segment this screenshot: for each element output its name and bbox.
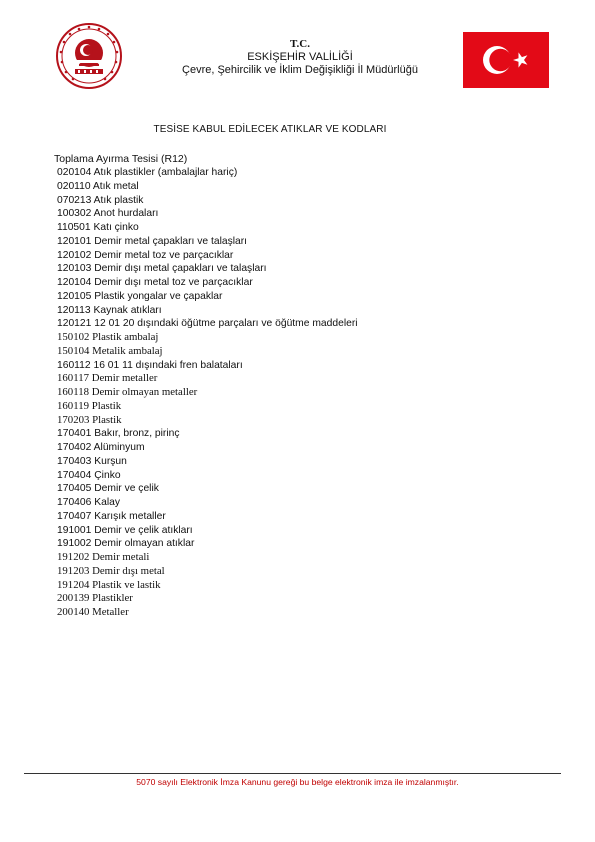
waste-name: Demir olmayan metaller [91, 386, 198, 398]
footer-divider [24, 773, 561, 774]
waste-name: Atık plastik [93, 194, 144, 206]
waste-code: 191002 [57, 538, 92, 550]
waste-code: 150102 [57, 331, 90, 343]
waste-code-row [57, 317, 358, 331]
waste-code-row [57, 537, 358, 551]
waste-code-row [57, 262, 358, 276]
waste-name: Kurşun [94, 455, 127, 467]
waste-name: 16 01 11 dışındaki fren balataları [93, 359, 243, 371]
waste-code-row [57, 551, 358, 565]
ministry-seal-icon [55, 22, 123, 90]
waste-code-list [57, 166, 358, 620]
turkish-flag-icon [463, 32, 549, 88]
waste-code-row [57, 249, 358, 263]
waste-code: 170402 [57, 442, 92, 453]
waste-name: Kaynak atıkları [93, 304, 162, 316]
waste-code-row [57, 455, 358, 469]
waste-code: 120103 [57, 263, 92, 275]
waste-code-row [57, 579, 358, 593]
waste-name: Plastik yongalar ve çapaklar [94, 290, 223, 302]
waste-code: 150104 [57, 344, 90, 357]
waste-code: 110501 [57, 222, 91, 233]
waste-code: 170401 [57, 428, 92, 440]
waste-code: 170405 [57, 483, 92, 495]
waste-name: Demir metaller [91, 372, 158, 385]
waste-code: 170404 [57, 469, 92, 481]
waste-code: 020110 [57, 180, 91, 192]
waste-name: Atık metal [92, 180, 139, 192]
waste-name: Karışık metaller [94, 510, 166, 522]
waste-code-row [57, 565, 358, 579]
waste-code-row [57, 524, 358, 538]
waste-name: 12 01 20 dışındaki öğütme parçaları ve öğütme maddeleri [94, 318, 358, 330]
waste-code: 120101 [57, 235, 92, 247]
waste-code: 170406 [57, 497, 92, 508]
waste-code: 160119 [57, 399, 89, 412]
waste-name: Metalik ambalaj [92, 344, 163, 357]
waste-code: 120105 [57, 290, 92, 302]
waste-name: Demir metal toz ve parçacıklar [94, 249, 234, 261]
waste-name: Plastik ambalaj [92, 331, 159, 343]
waste-name: Plastik [91, 399, 122, 412]
waste-code: 100302 [57, 208, 92, 220]
waste-code: 160117 [57, 372, 89, 385]
waste-code-row [57, 414, 358, 428]
waste-code-row [57, 194, 358, 208]
waste-code-row [57, 510, 358, 524]
waste-code-row [57, 386, 358, 400]
waste-code-row [57, 606, 358, 620]
state-abbreviation: T.C. [290, 38, 310, 50]
waste-name: Demir olmayan atıklar [94, 538, 195, 550]
waste-code: 170403 [57, 455, 92, 467]
document-title: TESİSE KABUL EDİLECEK ATIKLAR VE KODLARI [153, 124, 387, 135]
waste-code-row [57, 496, 358, 510]
e-signature-note: 5070 sayılı Elektronik İmza Kanunu gereği bu belge elektronik imza ile imzalanmıştır. [136, 777, 459, 787]
waste-name: Plastik ve lastik [92, 578, 161, 591]
waste-code: 120113 [57, 304, 91, 316]
waste-code-row [57, 441, 358, 455]
waste-code: 200139 [57, 592, 90, 605]
waste-name: Plastikler [92, 592, 133, 605]
waste-name: Bakır, bronz, pirinç [94, 428, 180, 440]
waste-code-row [57, 276, 358, 290]
waste-name: Demir dışı metal toz ve parçacıklar [94, 277, 253, 288]
waste-code-row [57, 221, 358, 235]
waste-name: Demir ve çelik atıkları [94, 524, 193, 536]
waste-name: Katı çinko [93, 222, 139, 233]
waste-code-row [57, 166, 358, 180]
waste-code-row [57, 235, 358, 249]
waste-code-row [57, 207, 358, 221]
letterhead [150, 38, 450, 77]
waste-code: 120102 [57, 249, 92, 261]
waste-code-row [57, 372, 358, 386]
waste-code-row [57, 469, 358, 483]
waste-code: 191001 [57, 524, 92, 536]
waste-name: Demir metali [92, 551, 150, 563]
directorate-name: Çevre, Şehircilik ve İklim Değişikliği İl Müdürlüğü [182, 64, 418, 76]
waste-name: Anot hurdaları [93, 208, 159, 220]
waste-code: 200140 [57, 606, 90, 618]
waste-name: Demir dışı metal [92, 564, 165, 577]
waste-code: 120104 [57, 277, 92, 288]
waste-code-row [57, 400, 358, 414]
waste-name: Demir metal çapakları ve talaşları [94, 235, 248, 247]
waste-name: Demir dışı metal çapakları ve talaşları [94, 263, 267, 275]
waste-code: 160112 [57, 359, 91, 371]
waste-code-row [57, 592, 358, 606]
waste-name: Çinko [94, 469, 121, 481]
waste-code: 170203 [57, 413, 90, 426]
waste-name: Plastik [92, 413, 122, 426]
waste-code: 020104 [57, 167, 92, 178]
waste-code: 120121 [57, 318, 92, 330]
waste-code-row [57, 304, 358, 318]
waste-code: 191203 [57, 564, 90, 577]
waste-code-row [57, 345, 358, 359]
waste-name: Demir ve çelik [94, 483, 159, 495]
waste-code-row [57, 180, 358, 194]
waste-code-row [57, 482, 358, 496]
waste-code: 170407 [57, 510, 92, 522]
waste-name: Kalay [94, 497, 121, 508]
waste-code: 160118 [57, 386, 89, 398]
waste-name: Atık plastikler (ambalajlar hariç) [93, 167, 238, 178]
waste-code: 070213 [57, 194, 92, 206]
waste-name: Metaller [92, 606, 129, 618]
waste-code-row [57, 427, 358, 441]
waste-code: 191204 [57, 578, 90, 591]
governorship-name: ESKİŞEHİR VALİLİĞİ [247, 51, 353, 63]
waste-code-row [57, 359, 358, 373]
waste-code-row [57, 331, 358, 345]
facility-type: Toplama Ayırma Tesisi (R12) [54, 153, 188, 165]
waste-code-row [57, 290, 358, 304]
waste-code: 191202 [57, 551, 90, 563]
waste-name: Alüminyum [93, 442, 145, 453]
